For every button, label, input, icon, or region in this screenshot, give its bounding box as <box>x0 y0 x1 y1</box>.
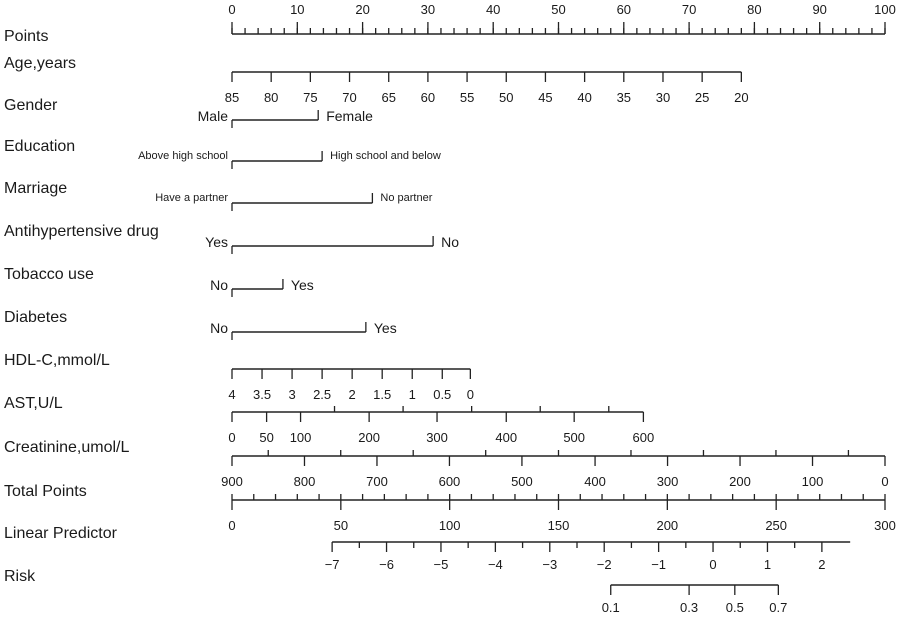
tick-label-linear-predictor: −2 <box>596 557 612 572</box>
tick-label-risk: 0.3 <box>680 600 699 615</box>
tick-label-linear-predictor: −3 <box>542 557 558 572</box>
tick-label-points: 50 <box>551 2 566 17</box>
tick-label-creatinine-umol-l: 200 <box>729 474 751 489</box>
tick-label-points: 30 <box>420 2 436 17</box>
row-label-antihypertensive-drug: Antihypertensive drug <box>4 223 159 240</box>
tick-label-creatinine-umol-l: 900 <box>221 474 243 489</box>
tick-label-ast-u-l: 200 <box>358 430 380 445</box>
tick-label-linear-predictor: −7 <box>324 557 340 572</box>
tick-label-linear-predictor: −1 <box>651 557 667 572</box>
tick-label-total-points: 0 <box>228 518 236 533</box>
row-label-risk: Risk <box>4 568 36 585</box>
row-label-linear-predictor: Linear Predictor <box>4 525 117 542</box>
row-label-points: Points <box>4 28 49 45</box>
tick-label-age-years: 45 <box>538 90 553 105</box>
tick-label-age-years: 80 <box>263 90 279 105</box>
row-label-creatinine-umol-l: Creatinine,umol/L <box>4 439 130 456</box>
tick-label-creatinine-umol-l: 100 <box>801 474 824 489</box>
tick-label-risk: 0.5 <box>725 600 744 615</box>
tick-label-hdl-c-mmol-l: 2.5 <box>313 387 332 402</box>
tick-label-age-years: 35 <box>616 90 632 105</box>
tick-label-points: 100 <box>874 2 896 17</box>
tick-label-points: 20 <box>355 2 370 17</box>
tick-label-linear-predictor: 0 <box>709 557 717 572</box>
category-label-marriage: No partner <box>380 192 433 204</box>
tick-label-age-years: 25 <box>694 90 710 105</box>
tick-label-age-years: 60 <box>420 90 436 105</box>
tick-label-hdl-c-mmol-l: 3 <box>288 387 296 402</box>
tick-label-age-years: 85 <box>224 90 240 105</box>
tick-label-points: 60 <box>616 2 632 17</box>
tick-label-total-points: 50 <box>333 518 349 533</box>
category-label-gender: Female <box>326 108 373 124</box>
tick-label-linear-predictor: 2 <box>818 557 826 572</box>
row-label-ast-u-l: AST,U/L <box>4 395 63 412</box>
category-label-antihypertensive-drug: No <box>441 234 460 250</box>
row-label-tobacco-use: Tobacco use <box>4 266 94 283</box>
tick-label-hdl-c-mmol-l: 2 <box>348 387 356 402</box>
category-label-education: Above high school <box>138 150 228 162</box>
tick-label-creatinine-umol-l: 800 <box>293 474 316 489</box>
tick-label-ast-u-l: 600 <box>632 430 655 445</box>
tick-label-hdl-c-mmol-l: 3.5 <box>252 387 272 402</box>
tick-label-linear-predictor: −4 <box>487 557 503 572</box>
category-label-gender: Male <box>197 108 228 124</box>
tick-label-linear-predictor: −5 <box>433 557 449 572</box>
tick-label-points: 10 <box>290 2 305 17</box>
tick-label-total-points: 100 <box>438 518 461 533</box>
tick-label-points: 0 <box>228 2 236 17</box>
tick-label-age-years: 20 <box>734 90 749 105</box>
tick-label-ast-u-l: 400 <box>495 430 518 445</box>
tick-label-ast-u-l: 50 <box>259 430 274 445</box>
tick-label-creatinine-umol-l: 700 <box>366 474 388 489</box>
tick-label-creatinine-umol-l: 400 <box>584 474 606 489</box>
tick-label-total-points: 150 <box>547 518 570 533</box>
row-label-hdl-c-mmol-l: HDL-C,mmol/L <box>4 352 110 369</box>
tick-label-hdl-c-mmol-l: 1 <box>408 387 416 402</box>
tick-label-age-years: 55 <box>459 90 475 105</box>
tick-label-total-points: 200 <box>656 518 679 533</box>
tick-label-age-years: 75 <box>303 90 318 105</box>
tick-label-age-years: 40 <box>577 90 592 105</box>
tick-label-hdl-c-mmol-l: 0 <box>466 387 474 402</box>
category-label-diabetes: No <box>210 320 228 336</box>
tick-label-linear-predictor: −6 <box>379 557 394 572</box>
tick-label-creatinine-umol-l: 600 <box>438 474 461 489</box>
tick-label-points: 70 <box>681 2 697 17</box>
row-label-age-years: Age,years <box>4 55 77 72</box>
category-label-education: High school and below <box>330 150 441 162</box>
tick-label-creatinine-umol-l: 300 <box>656 474 679 489</box>
tick-label-ast-u-l: 500 <box>563 430 586 445</box>
row-label-education: Education <box>4 138 76 155</box>
tick-label-ast-u-l: 0 <box>228 430 236 445</box>
tick-label-creatinine-umol-l: 0 <box>881 474 889 489</box>
tick-label-creatinine-umol-l: 500 <box>511 474 533 489</box>
tick-label-age-years: 50 <box>499 90 514 105</box>
tick-label-risk: 0.1 <box>601 600 620 615</box>
tick-label-ast-u-l: 100 <box>289 430 312 445</box>
category-label-tobacco-use: No <box>210 277 228 293</box>
row-label-gender: Gender <box>4 97 58 114</box>
category-label-antihypertensive-drug: Yes <box>205 234 228 250</box>
tick-label-points: 90 <box>812 2 827 17</box>
category-label-marriage: Have a partner <box>155 192 228 204</box>
tick-label-age-years: 30 <box>655 90 671 105</box>
category-label-tobacco-use: Yes <box>290 277 314 293</box>
tick-label-hdl-c-mmol-l: 0.5 <box>433 387 452 402</box>
tick-label-linear-predictor: 1 <box>763 557 772 572</box>
tick-label-hdl-c-mmol-l: 1.5 <box>373 387 392 402</box>
row-label-marriage: Marriage <box>4 180 68 197</box>
tick-label-total-points: 300 <box>874 518 896 533</box>
row-label-diabetes: Diabetes <box>4 309 68 326</box>
tick-label-total-points: 250 <box>765 518 788 533</box>
category-label-diabetes: Yes <box>373 320 397 336</box>
row-label-total-points: Total Points <box>4 483 87 500</box>
tick-label-hdl-c-mmol-l: 4 <box>228 387 236 402</box>
tick-label-points: 40 <box>485 2 501 17</box>
tick-label-ast-u-l: 300 <box>426 430 448 445</box>
tick-label-risk: 0.7 <box>769 600 788 615</box>
tick-label-points: 80 <box>747 2 762 17</box>
tick-label-age-years: 65 <box>381 90 396 105</box>
tick-label-age-years: 70 <box>342 90 357 105</box>
